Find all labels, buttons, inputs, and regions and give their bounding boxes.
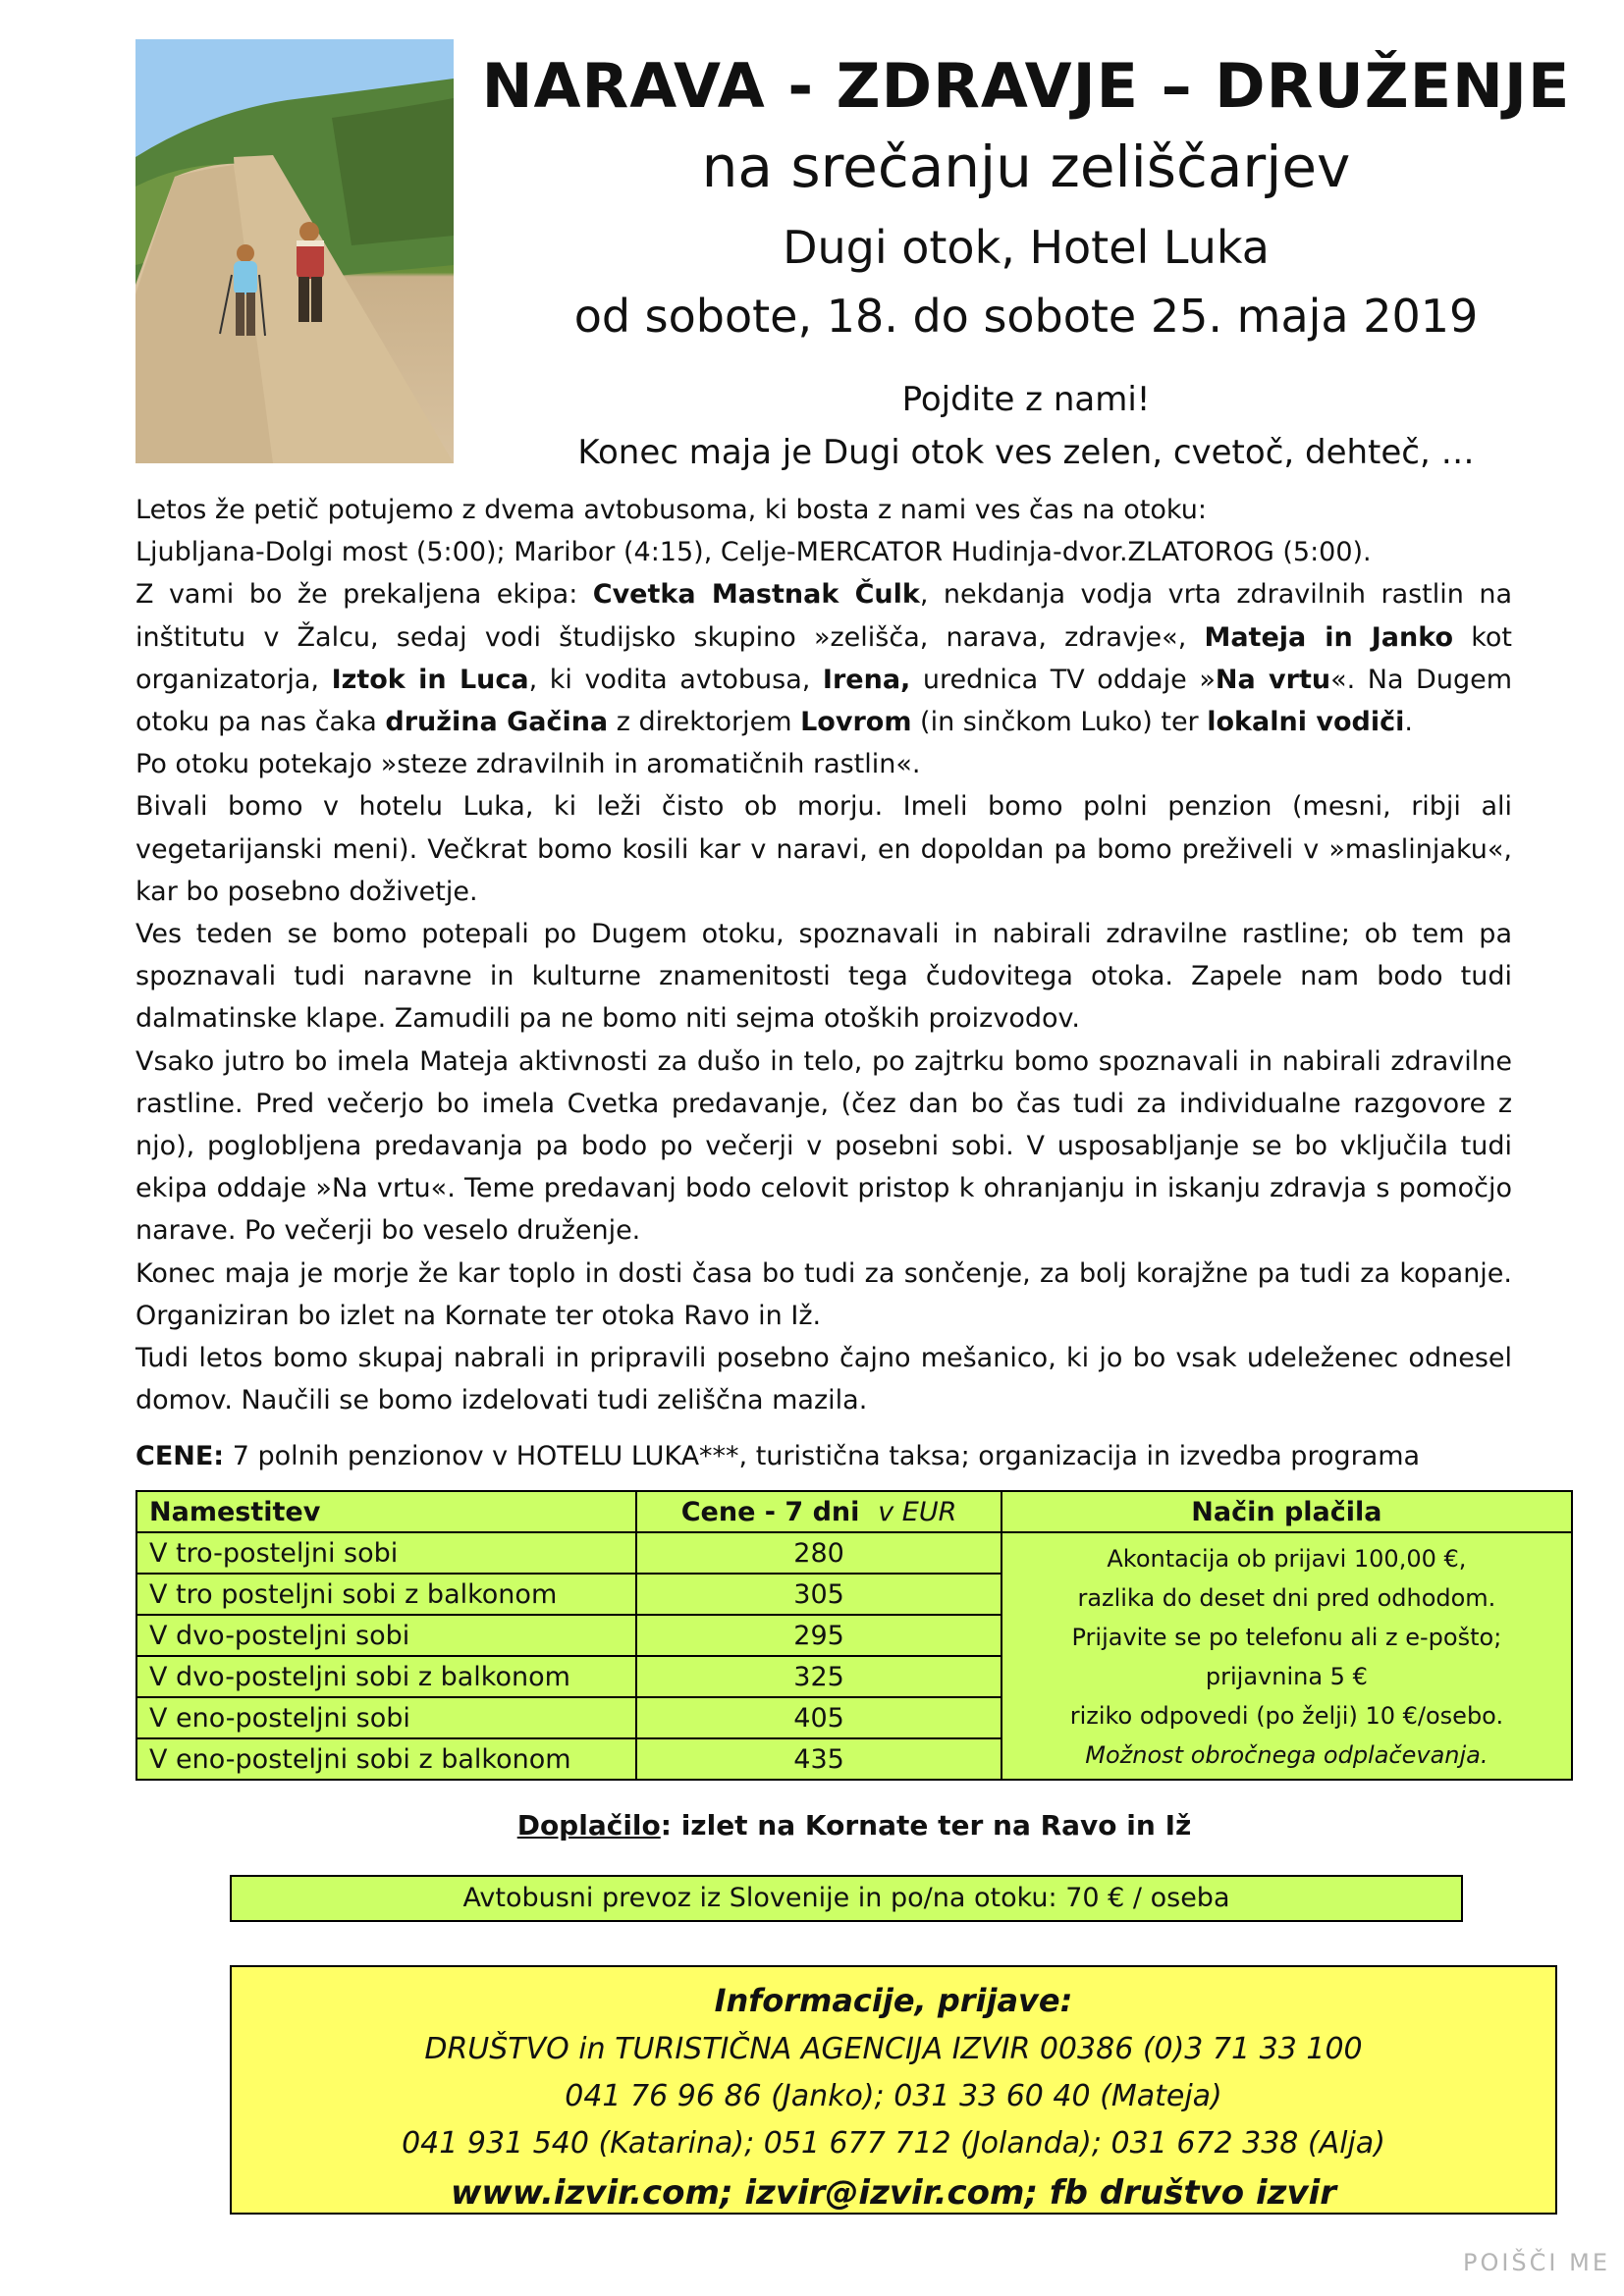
price-cell: 435 bbox=[636, 1738, 1001, 1780]
payment-line: Prijavite se po telefonu ali z e-pošto; bbox=[1071, 1624, 1502, 1651]
paragraph-team bbox=[135, 573, 1512, 743]
name-highlight: Irena, bbox=[822, 664, 911, 695]
name-highlight: Mateja in Janko bbox=[1204, 621, 1454, 653]
paragraph: Ves teden se bomo potepali po Dugem otoku, spoznavali in nabirali zdravilne rastline; ob tem pa spoznavali tudi naravne in kulturne znamenitosti tega čudovitega otoka. Zapele nam bodo tudi dalmatinske klape. Zamudili pa ne bomo niti sejma otoških proizvodov. bbox=[135, 919, 1512, 1035]
paragraph: Bivali bomo v hotelu Luka, ki leži čisto ob morju. Imeli bomo polni penzion (mesni, ribji ali vegetarijanski meni). Večkrat bomo kosili kar v naravi, en dopoldan pa bomo preživeli v »maslinjaku«, kar bo posebno doživetje. bbox=[135, 791, 1512, 907]
text-span: urednica TV oddaje » bbox=[910, 664, 1216, 695]
paragraph: Po otoku potekajo »steze zdravilnih in aromatičnih rastlin«. bbox=[135, 749, 921, 780]
room-cell: V eno-posteljni sobi bbox=[136, 1697, 636, 1738]
text-span: kot organizatorja, bbox=[135, 621, 1512, 695]
col-header-room: Namestitev bbox=[136, 1491, 636, 1532]
name-highlight: Na vrtu bbox=[1215, 664, 1331, 695]
extra-charge-text: : izlet na Kornate ter na Ravo in Iž bbox=[660, 1809, 1192, 1842]
name-highlight: Lovrom bbox=[800, 707, 912, 738]
room-cell: V eno-posteljni sobi z balkonom bbox=[136, 1738, 636, 1780]
col-header-payment: Način plačila bbox=[1001, 1491, 1572, 1532]
name-highlight: Cvetka Mastnak Čulk bbox=[592, 579, 920, 611]
text-span: «. Na Dugem otoku pa nas čaka bbox=[135, 664, 1513, 738]
room-cell: V dvo-posteljni sobi z balkonom bbox=[136, 1656, 636, 1697]
name-highlight: lokalni vodiči bbox=[1207, 707, 1405, 738]
room-cell: V dvo-posteljni sobi bbox=[136, 1615, 636, 1656]
col-header-price bbox=[636, 1491, 1001, 1532]
name-highlight: Iztok in Luca bbox=[331, 664, 529, 695]
paragraph: Letos že petič potujemo z dvema avtobusoma, ki bosta z nami ves čas na otoku: bbox=[135, 495, 1207, 525]
dates-text: od sobote, 18. do sobote 25. maja 2019 bbox=[573, 290, 1479, 343]
location-text: Dugi otok, Hotel Luka bbox=[783, 221, 1270, 274]
prices-label: CENE: bbox=[135, 1441, 225, 1471]
page-title: NARAVA - ZDRAVJE – DRUŽENJE bbox=[481, 50, 1571, 122]
prices-intro bbox=[135, 1437, 1420, 1476]
paragraph: Vsako jutro bo imela Mateja aktivnosti za dušo in telo, po zajtrku bomo spoznavali in nabirali zdravilne rastline. Pred večerjo bo imela Cvetka predavanje, (čez dan bo čas tudi za individualne razgovore z njo), poglobljena predavanja pa bodo po večerji v posebni sobi. V usposabljanje se bo vključila tudi ekipa oddaje »Na vrtu«. Teme predavanj bodo celovit pristop k ohranjanju in iskanju zdravja s pomočjo narave. Po večerji bo veselo druženje. bbox=[135, 1045, 1512, 1247]
text-span: , nekdanja vodja vrta zdravilnih rastlin na inštitutu v Žalcu, sedaj vodi študijsko skupino »zelišča, narava, zdravje«, bbox=[135, 579, 1512, 653]
room-cell: V tro-posteljni sobi bbox=[136, 1532, 636, 1574]
price-cell: 305 bbox=[636, 1574, 1001, 1615]
info-web-link[interactable]: www.izvir.com; izvir@izvir.com; fb društvo izvir bbox=[450, 2173, 1337, 2213]
payment-line: riziko odpovedi (po želji) 10 €/osebo. bbox=[1069, 1702, 1504, 1730]
col-header-unit: v EUR bbox=[878, 1496, 957, 1527]
text-span: z direktorjem bbox=[608, 707, 801, 738]
payment-line: Možnost obročnega odplačevanja. bbox=[1085, 1741, 1489, 1769]
text-span: . bbox=[1404, 707, 1413, 738]
paragraph: Tudi letos bomo skupaj nabrali in pripravili posebno čajno mešanico, ki jo bo vsak udeleženec odnesel domov. Naučili se bomo izdelovati tudi zeliščna mazila. bbox=[135, 1343, 1512, 1416]
price-cell: 280 bbox=[636, 1532, 1001, 1574]
page-subtitle: na srečanju zeliščarjev bbox=[701, 133, 1351, 200]
table-row bbox=[136, 1532, 1572, 1574]
price-cell: 405 bbox=[636, 1697, 1001, 1738]
payment-line: Akontacija ob prijavi 100,00 €, bbox=[1107, 1545, 1467, 1573]
room-cell: V tro posteljni sobi z balkonom bbox=[136, 1574, 636, 1615]
bus-transport-box: Avtobusni prevoz iz Slovenije in po/na otoku: 70 € / oseba bbox=[230, 1875, 1463, 1922]
info-line: 041 76 96 86 (Janko); 031 33 60 40 (Mateja) bbox=[565, 2079, 1222, 2113]
name-highlight: družina Gačina bbox=[385, 707, 609, 738]
payment-line: razlika do deset dni pred odhodom. bbox=[1077, 1584, 1496, 1612]
prices-desc: 7 polnih penzionov v HOTELU LUKA***, turistična taksa; organizacija in izvedba programa bbox=[224, 1441, 1421, 1471]
invite-text: Pojdite z nami! bbox=[901, 380, 1151, 419]
hikers-photo bbox=[135, 39, 454, 463]
price-cell: 325 bbox=[636, 1656, 1001, 1697]
extra-charge bbox=[135, 1806, 1573, 1845]
paragraph: Ljubljana-Dolgi most (5:00); Maribor (4:15), Celje-MERCATOR Hudinja-dvor.ZLATOROG (5:00). bbox=[135, 537, 1372, 568]
payment-line: prijavnina 5 € bbox=[1205, 1663, 1368, 1690]
text-span: (in sinčkom Luko) ter bbox=[911, 707, 1208, 738]
extra-charge-label: Doplačilo bbox=[516, 1809, 661, 1842]
price-table bbox=[135, 1490, 1573, 1781]
info-title: Informacije, prijave: bbox=[714, 1982, 1073, 2019]
info-line: DRUŠTVO in TURISTIČNA AGENCIJA IZVIR 00386 (0)3 71 33 100 bbox=[424, 2032, 1363, 2066]
price-cell: 295 bbox=[636, 1615, 1001, 1656]
info-box bbox=[230, 1965, 1557, 2215]
text-span: Z vami bo že prekaljena ekipa: bbox=[135, 579, 593, 611]
description-body bbox=[135, 489, 1512, 1421]
text-span: , ki vodita avtobusa, bbox=[528, 664, 823, 695]
watermark: POIŠČI ME bbox=[1462, 2249, 1610, 2276]
col-header-price-label: Cene - 7 dni bbox=[680, 1496, 860, 1527]
tagline-text: Konec maja je Dugi otok ves zelen, cvetoč, dehteč, … bbox=[577, 433, 1475, 472]
info-line: 041 931 540 (Katarina); 051 677 712 (Jolanda); 031 672 338 (Alja) bbox=[402, 2126, 1385, 2161]
table-header-row bbox=[136, 1491, 1572, 1532]
payment-cell bbox=[1001, 1532, 1572, 1780]
paragraph: Konec maja je morje že kar toplo in dosti časa bo tudi za sončenje, za bolj korajžne pa tudi za kopanje. Organiziran bo izlet na Kornate ter otoka Ravo in Iž. bbox=[135, 1257, 1512, 1331]
